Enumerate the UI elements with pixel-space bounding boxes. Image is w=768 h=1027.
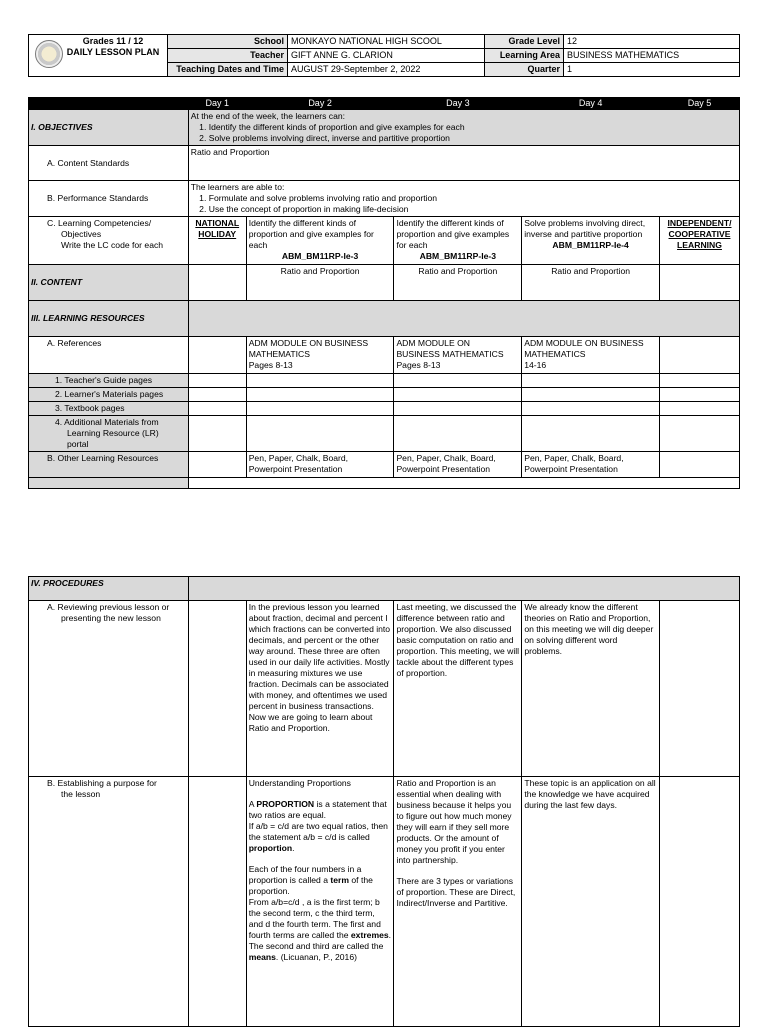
objective-item-2: 2. Solve problems involving direct, inverse and partitive proportion (209, 133, 737, 144)
other-day3-line2: Powerpoint Presentation (396, 464, 491, 474)
blank-footer-row (29, 478, 189, 489)
content-day3: Ratio and Proportion (394, 265, 522, 301)
day-header-1: Day 1 (188, 98, 246, 110)
understanding-proportions-title: Understanding Proportions (248, 778, 351, 788)
procedures-table (28, 576, 740, 1027)
references-day4 (522, 337, 660, 374)
ref-day3-pages: Pages 8-13 (396, 360, 441, 370)
lc-day3-code: ABM_BM11RP-Ie-3 (419, 251, 497, 261)
quarter-value: 1 (564, 63, 740, 77)
references-day1 (188, 337, 246, 374)
references-day2 (246, 337, 394, 374)
purpose-day3-para1: Ratio and Proportion is an essential when dealing with business because it helps you to figure out how much money they will earn if they sell more products. Or the amount of money you profit if you enter into partnership. (396, 778, 512, 865)
school-value: MONKAYO NATIONAL HIGH SCOOL (288, 35, 485, 49)
procedures-label: IV. PROCEDURES (29, 577, 189, 601)
other-day3 (394, 452, 522, 478)
purpose-label (29, 777, 189, 1027)
reviewing-day4: We already know the different theories on Ratio and Proportion, on this meeting we will dig deeper on solving different word problems. (522, 601, 660, 777)
content-day4: Ratio and Proportion (522, 265, 660, 301)
national-holiday-line1: NATIONAL (195, 218, 240, 228)
ref-day3-line2: BUSINESS MATHEMATICS (396, 349, 504, 359)
lc-day2-code: ABM_BM11RP-Ie-3 (281, 251, 359, 261)
reviewing-lesson-label (29, 601, 189, 777)
other-day2-line1: Pen, Paper, Chalk, Board, (248, 453, 349, 463)
extremes-means-definition: From a/b=c/d , a is the first term; b the second term, c the third term, and d the fourth term. The first and fourth terms are called the extremes. The second and third are called the means. (Licuanan, P., 2016) (248, 897, 392, 962)
content-standards-label: A. Content Standards (29, 146, 189, 181)
content-label: II. CONTENT (29, 265, 189, 301)
lc-day2 (246, 217, 394, 265)
header-table (28, 34, 740, 77)
reviewing-day2: In the previous lesson you learned about fraction, decimal and percent I which fractions can be converted into decimals, and percent or the other way around. These three are often used in our daily life activities. Mostly in measuring mixtures we use fraction. Decimals can be associated with money, and oftentimes we used percent in business transactions. Now we are going to learn about Ratio and Proportion. (246, 601, 394, 777)
independent-line3: LEARNING (677, 240, 722, 250)
proportion-definition: A PROPORTION is a statement that two ratios are equal. (248, 799, 387, 820)
teacher-value: GIFT ANNE G. CLARION (288, 49, 485, 63)
purpose-label-line1: B. Establishing a purpose for (47, 778, 157, 788)
references-day3 (394, 337, 522, 374)
other-resources-label: B. Other Learning Resources (29, 452, 189, 478)
purpose-day3-para2: There are 3 types or variations of proportion. These are Direct, Indirect/Inverse and Partitive. (396, 876, 516, 908)
performance-item-1: 1. Formulate and solve problems involving ratio and proportion (209, 193, 737, 204)
am-label-line2: Learning Resource (LR) (67, 428, 159, 438)
learning-area-value: BUSINESS MATHEMATICS (564, 49, 740, 63)
header-title-cell (29, 35, 168, 77)
purpose-day4: These topic is an application on all the knowledge we have acquired during the last few days. (522, 777, 660, 1027)
lesson-plan-table (28, 97, 740, 489)
blank-footer-row-cells (188, 478, 739, 489)
performance-item-2: 2. Use the concept of proportion in making life-decision (209, 204, 737, 215)
independent-line1: INDEPENDENT/ (667, 218, 732, 228)
ref-day2-pages: Pages 8-13 (248, 360, 293, 370)
purpose-label-line2: the lesson (61, 789, 101, 799)
other-day2-line2: Powerpoint Presentation (248, 464, 343, 474)
ref-day4-pages: 14-16 (524, 360, 547, 370)
dates-value: AUGUST 29-September 2, 2022 (288, 63, 485, 77)
day-header-4: Day 4 (522, 98, 660, 110)
grade-level-value: 12 (564, 35, 740, 49)
grades-label: Grades 11 / 12 (82, 36, 144, 46)
references-label: A. References (29, 337, 189, 374)
objectives-label: I. OBJECTIVES (29, 110, 189, 146)
day-header-3: Day 3 (394, 98, 522, 110)
national-holiday-line2: HOLIDAY (198, 229, 237, 239)
grade-level-label: Grade Level (485, 35, 564, 49)
other-day4 (522, 452, 660, 478)
learning-area-label: Learning Area (485, 49, 564, 63)
lc-label-line1: C. Learning Competencies/ (47, 218, 152, 228)
lc-day4-code: ABM_BM11RP-Ie-4 (552, 240, 629, 250)
day-header-2: Day 2 (246, 98, 394, 110)
proportion-statement: If a/b = c/d are two equal ratios, then the statement a/b = c/d is called proportion. (248, 821, 388, 853)
quarter-label: Quarter (485, 63, 564, 77)
day-header-blank (29, 98, 189, 110)
references-day5 (660, 337, 740, 374)
purpose-day3 (394, 777, 522, 1027)
performance-standards-label: B. Performance Standards (29, 181, 189, 217)
lc-day4-text: Solve problems involving direct, inverse and partitive proportion (524, 218, 646, 239)
other-day1 (188, 452, 246, 478)
objective-item-1: 1. Identify the different kinds of proportion and give examples for each (209, 122, 737, 133)
lc-day3-text: Identify the different kinds of proportion and give examples for each (396, 218, 510, 250)
reviewing-day1 (188, 601, 246, 777)
other-day2 (246, 452, 394, 478)
content-day5 (660, 265, 740, 301)
other-day5 (660, 452, 740, 478)
ref-day3-line1: ADM MODULE ON (396, 338, 470, 348)
reviewing-day3: Last meeting, we discussed the difference between ratio and proportion. We also discussed basic computation on ratio and proportion. This meeting, we will tackle about the different types of proportion. (394, 601, 522, 777)
lc-day4 (522, 217, 660, 265)
performance-intro: The learners are able to: (190, 182, 285, 192)
reviewing-label-line1: A. Reviewing previous lesson or (47, 602, 170, 612)
independent-line2: COOPERATIVE (668, 229, 731, 239)
ref-day4-line2: MATHEMATICS (524, 349, 586, 359)
performance-standards-cell (188, 181, 739, 217)
day-header-row (29, 98, 740, 110)
content-standards-value: Ratio and Proportion (188, 146, 739, 181)
ref-day2-line2: MATHEMATICS (248, 349, 310, 359)
lc-day3 (394, 217, 522, 265)
objectives-intro: At the end of the week, the learners can: (190, 111, 346, 121)
lc-label-line2: Objectives (61, 229, 102, 239)
reviewing-label-line2: presenting the new lesson (61, 613, 161, 623)
content-day1 (188, 265, 246, 301)
additional-materials-label (29, 416, 189, 452)
other-day3-line1: Pen, Paper, Chalk, Board, (396, 453, 496, 463)
learning-resources-band (188, 301, 739, 337)
am-label-line3: portal (67, 439, 89, 449)
textbook-pages-label: 3. Textbook pages (29, 402, 189, 416)
dates-label: Teaching Dates and Time (168, 63, 288, 77)
teachers-guide-label: 1. Teacher's Guide pages (29, 374, 189, 388)
lc-day1 (188, 217, 246, 265)
learning-resources-label: III. LEARNING RESOURCES (29, 301, 189, 337)
learning-competencies-label (29, 217, 189, 265)
ref-day4-line1: ADM MODULE ON BUSINESS (524, 338, 644, 348)
reviewing-day5 (660, 601, 740, 777)
doc-title: DAILY LESSON PLAN (66, 47, 160, 57)
learners-materials-label: 2. Learner's Materials pages (29, 388, 189, 402)
purpose-day1 (188, 777, 246, 1027)
lc-label-line3: Write the LC code for each (61, 240, 164, 250)
school-label: School (168, 35, 288, 49)
ref-day2-line1: ADM MODULE ON BUSINESS (248, 338, 369, 348)
other-day4-line2: Powerpoint Presentation (524, 464, 618, 474)
teacher-label: Teacher (168, 49, 288, 63)
term-definition: Each of the four numbers in a proportion is called a term of the proportion. (248, 864, 373, 896)
other-day4-line1: Pen, Paper, Chalk, Board, (524, 453, 624, 463)
purpose-day5 (660, 777, 740, 1027)
purpose-day2 (246, 777, 394, 1027)
objectives-cell (188, 110, 739, 146)
deped-seal-icon (35, 40, 63, 68)
lc-day5 (660, 217, 740, 265)
day-header-5: Day 5 (660, 98, 740, 110)
procedures-band (188, 577, 739, 601)
lc-day2-text: Identify the different kinds of proportion and give examples for each (248, 218, 374, 250)
content-day2: Ratio and Proportion (246, 265, 394, 301)
am-label-line1: 4. Additional Materials from (55, 417, 159, 427)
